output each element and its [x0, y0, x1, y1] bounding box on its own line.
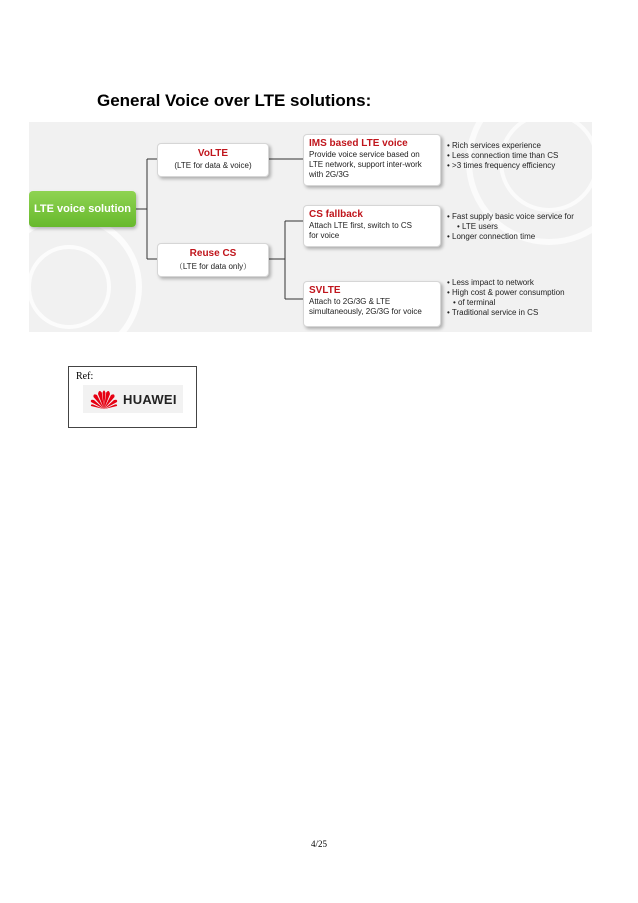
huawei-logo-text: HUAWEI	[123, 391, 177, 407]
solution-svlte-title: SVLTE	[309, 285, 341, 296]
branch-reuse-cs-sub: （LTE for data only）	[174, 262, 252, 271]
solution-ims-desc	[309, 150, 435, 180]
page-number: 4/25	[310, 839, 327, 849]
bullet-item: • LTE users	[447, 222, 574, 232]
bullet-item: • >3 times frequency efficiency	[447, 161, 558, 171]
desc-line: Attach to 2G/3G & LTE	[309, 297, 391, 306]
branch-volte-sub: (LTE for data & voice)	[174, 161, 252, 170]
solution-svlte-desc	[309, 297, 435, 317]
desc-line: for voice	[309, 231, 340, 240]
ims-bullets	[447, 141, 558, 171]
cs-fallback-bullets	[447, 212, 574, 242]
svlte-bullets	[447, 278, 565, 318]
solution-svlte	[303, 281, 441, 327]
huawei-petal-logo-icon	[89, 387, 119, 411]
solution-ims	[303, 134, 441, 186]
solution-cs-fallback	[303, 205, 441, 247]
bullet-item: • Fast supply basic voice service for	[447, 212, 574, 222]
bullet-item: • High cost & power consumption	[447, 288, 565, 298]
desc-line: Provide voice service based on	[309, 150, 420, 159]
branch-reuse-cs-title: Reuse CS	[189, 248, 237, 259]
bullet-item: • Traditional service in CS	[447, 308, 565, 318]
reference-box	[68, 366, 197, 428]
branch-reuse-cs	[157, 243, 269, 277]
bullet-item: • Rich services experience	[447, 141, 558, 151]
reference-label: Ref:	[76, 371, 94, 382]
branch-volte-title: VoLTE	[197, 148, 229, 159]
bullet-item: • Longer connection time	[447, 232, 574, 242]
solution-cs-fallback-title: CS fallback	[309, 209, 363, 220]
huawei-logo	[83, 385, 183, 413]
page-heading: General Voice over LTE solutions:	[97, 91, 372, 110]
desc-line: simultaneously, 2G/3G for voice	[309, 307, 422, 316]
root-node-lte-voice-solution: LTE voice solution	[29, 191, 136, 227]
solution-cs-fallback-desc	[309, 221, 435, 241]
branch-volte	[157, 143, 269, 177]
desc-line: Attach LTE first, switch to CS	[309, 221, 412, 230]
lte-voice-diagram	[29, 122, 592, 332]
connector-lines	[136, 159, 303, 299]
desc-line: with 2G/3G	[309, 170, 350, 179]
desc-line: LTE network, support inter-work	[309, 160, 422, 169]
solution-ims-title: IMS based LTE voice	[309, 138, 408, 149]
bullet-item: • Less connection time than CS	[447, 151, 558, 161]
bullet-item: • Less impact to network	[447, 278, 565, 288]
bullet-item: • of terminal	[447, 298, 565, 308]
